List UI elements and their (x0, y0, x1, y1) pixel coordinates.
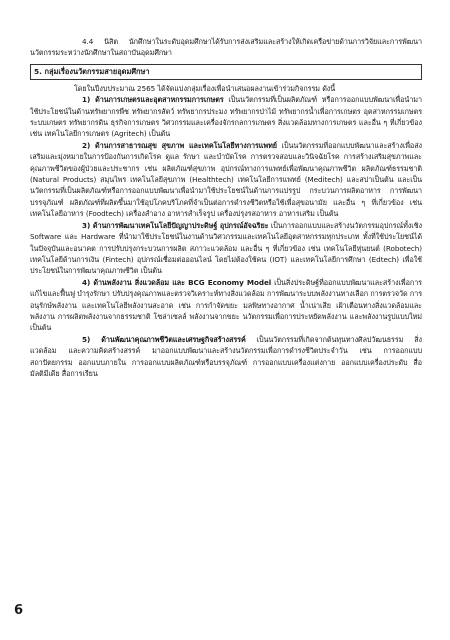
section-heading: 5. กลุ่มเรื่องนวัตกรรมสายอุดมศึกษา (30, 64, 422, 80)
group-body-4: เป็นสิ่งประดิษฐ์ที่ออกแบบพัฒนาและสร้างเพื่อการแก้ไขและฟื้นฟู บำรุงรักษา ปรับปรุงคุณภาพและตรวจวิเคราะห์ทางสิ่งแวดล้อม การพัฒนาระบบพลังงานทางเลือก การตรวจวัด การอนุรักษ์พลังงาน และเทคโนโลยีพลังงานสะอาด เช่น การกำจัดขยะ มลพิษทางอากาศ น้ำเน่าเสีย เฝ้าเตือนทางสิ่งแวดล้อมและพลังงาน การผลิตพลังงานจากธรรมชาติ โซล่าเซลล์ พลังงานจากขยะ นวัตกรรมเพื่อการประหยัดพลังงาน และพลังงานรูปแบบใหม่ เป็นต้น (30, 277, 422, 333)
group-title-4: 4) ด้านพลังงาน สิ่งแวดล้อม และ BCG Economy Model (82, 277, 272, 287)
group-body-2: เป็นนวัตกรรมที่ออกแบบพัฒนาและสร้างเพื่อส่งเสริมและมุ่งหมายในการป้องกันการเกิดโรค ดูแล รักษา และบำบัดโรค การตรวจสอบและวินิจฉัยโรค การสร้างเสริมสุขภาพและคุณภาพชีวิตของผู้ป่วยและประชากร เช่น ผลิตภัณฑ์สุขภาพ อุปกรณ์ทางการแพทย์เพื่อพัฒนาคุณภาพชีวิต ผลิตภัณฑ์ธรรมชาติ (Natural Products) สมุนไพร เทคโนโลยีสุขภาพ (Healthtech) เทคโนโลยีการแพทย์ (Meditech) และสปาเป็นต้น และเป็นนวัตกรรมที่เป็นผลิตภัณฑ์หรือการออกแบบพัฒนาเพื่อนำมาใช้ประโยชน์ในด้านการแปรรูป กระบวนการผลิตอาหาร การพัฒนาบรรจุภัณฑ์ ผลิตภัณฑ์ที่ผลิตขึ้นมาใช้อุปโภคบริโภคที่จำเป็นต่อการดำรงชีวิตหรือใช้เพื่อสุขอนามัย และอื่น ๆ ที่เกี่ยวข้อง เช่น เทคโนโลยีอาหาร (Foodtech) เครื่องสำอาง อาหารสำเร็จรูป เครื่องปรุงรสอาหาร อาหารเสริม เป็นต้น (30, 140, 422, 219)
document-page (30, 36, 422, 379)
group-body-5: เป็นนวัตกรรมที่เกิดจากต้นทุนทางศิลปวัฒนธรรม สิ่งแวดล้อม และความคิดสร้างสรรค์ มาออกแบบพัฒนาและสร้างนวัตกรรมเพื่อการดำรงชีวิตประจำวัน เช่น การออกแบบสถาปัตยกรรม ออกแบบภายใน การออกแบบผลิตภัณฑ์หรือบรรจุภัณฑ์ การออกแบบเครื่องแต่งกาย ออกแบบเครื่องประดับ สื่อมัลติมีเดีย สื่อการเรียน (30, 334, 422, 378)
group-body-1: เป็นนวัตกรรมที่เป็นผลิตภัณฑ์ หรือการออกแบบพัฒนาเพื่อนำมาใช้ประโยชน์ในด้านทรัพยากรพืช ทรัพยากรสัตว์ ทรัพยากรประมง ทรัพยากรป่าไม้ ทรัพยากรน้ำเพื่อการเกษตร อุตสาหกรรมเกษตร ระบบเกษตร ทรัพยากรดิน ธุรกิจการเกษตร วิศวกรรมและเครื่องจักรกลการเกษตร สิ่งแวดล้อมทางการเกษตร และอื่น ๆ ที่เกี่ยวข้อง เช่น เทคโนโลยีการเกษตร (Agritech) เป็นต้น (30, 95, 422, 139)
group-title-5: 5) ด้านพัฒนาคุณภาพชีวิตและเศรษฐกิจสร้างสรรค์ (82, 334, 246, 344)
group-title-1: 1) ด้านการเกษตรและอุตสาหกรรมการเกษตร (82, 95, 224, 105)
page-number: 6 (14, 603, 24, 618)
group-title-2: 2) ด้านการสาธารณสุข สุขภาพ และเทคโนโลยีทางการแพทย์ (82, 140, 277, 150)
intro-paragraph: 4.4 นิสิต นักศึกษาในระดับอุดมศึกษาได้รับการส่งเสริมและสร้างให้เกิดเครือข่ายด้านการวิจัยและการพัฒนานวัตกรรมระหว่างนักศึกษาในสถาบันอุดมศึกษา (30, 37, 422, 58)
group-paragraph-2 (30, 140, 422, 220)
group-paragraph-1 (30, 94, 422, 140)
group-body-3: เป็นการออกแบบและสร้างนวัตกรรมอุปกรณ์ทั้งเชิง Software และ Hardware ที่นำมาใช้ประโยชน์ในงานด้านวิศวกรรมและเทคโนโลยีอุตสาหกรรมทุกประเภท ทั้งที่ใช้ประโยชน์ได้ในปัจจุบันและอนาคต การปรับปรุงกระบวนการผลิต สภาวะแวดล้อม และอื่น ๆ ที่เกี่ยวข้อง เช่น เทคโนโลยีหุ่นยนต์ (Robotech) เทคโนโลยีด้านการเงิน (Fintech) อุปกรณ์เชื่อมต่อออนไลน์ โดยไม่ต้องใช้คน (IOT) และเทคโนโลยีการศึกษา (Edtech) เพื่อใช้ประโยชน์ในการพัฒนาคุณภาพชีวิต เป็นต้น (30, 220, 422, 276)
group-paragraph-4 (30, 277, 422, 334)
group-title-3: 3) ด้านการพัฒนาเทคโนโลยีปัญญาประดิษฐ์ อุปกรณ์อัจฉริยะ (82, 220, 269, 230)
section-lead: โดยในปีงบประมาณ 2565 ได้จัดแบ่งกลุ่มเรื่องเพื่อนำเสนอผลงานเข้าร่วมกิจกรรม ดังนี้ (74, 83, 336, 93)
group-paragraph-3 (30, 220, 422, 277)
group-paragraph-5 (30, 334, 422, 380)
